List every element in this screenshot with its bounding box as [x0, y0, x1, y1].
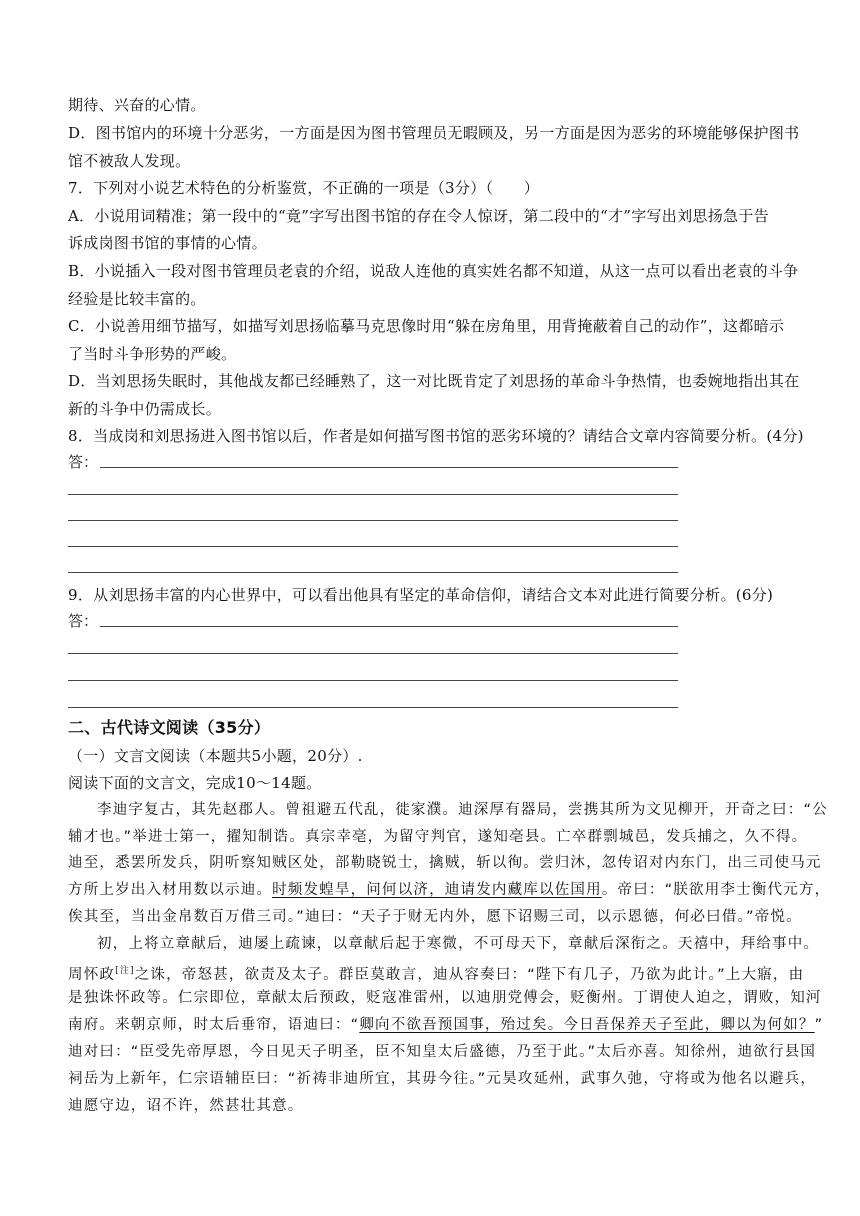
q7-option-d-line1: D．当刘思扬失眠时，其他战友都已经睡熟了，这一对比既肯定了刘思扬的革命斗争热情，也委婉地指出其在 — [68, 372, 800, 390]
q7-option-a-line1: A．小说用词精准；第一段中的“竟”字写出图书馆的存在令人惊讶，第二段中的“才”字写出刘思扬急于告 — [68, 207, 769, 225]
passage-text: 周怀政 — [68, 966, 116, 983]
q6-option-c-tail: 期待、兴奋的心情。 — [68, 96, 206, 114]
q9-answer-label: 答： — [68, 612, 99, 630]
passage-text: ” — [814, 1017, 824, 1033]
passage-text: 之诛，帝怒甚，欲责及太子。群臣莫敢言，迪从容奏曰：“陛下有几子，乃欲为此计。”上大寤，由 — [134, 966, 805, 983]
passage-line: 迪对曰：“臣受先帝厚恩，今日见天子明圣，臣不知皇太后盛德，乃至于此。”太后亦喜。知徐州，迪欲行县国 — [68, 1044, 817, 1060]
q8-stem: 8．当成岗和刘思扬进入图书馆以后，作者是如何描写图书馆的恶劣环境的？请结合文章内容简要分析。(4分) — [68, 427, 804, 445]
q9-answer-line[interactable] — [100, 626, 678, 627]
passage-text: 南府。来朝京师，时太后垂帘，语迪曰：“ — [68, 1017, 360, 1033]
q9-stem: 9．从刘思扬丰富的内心世界中，可以看出他具有坚定的革命信仰，请结合文本对此进行简要分析。(6分) — [68, 586, 774, 604]
footnote-marker: [注] — [115, 966, 135, 976]
q6-option-d-line1: D．图书馆内的环境十分恶劣，一方面是因为图书管理员无暇顾及，另一方面是因为恶劣的环境能够保护图书 — [68, 124, 800, 142]
q8-answer-line[interactable] — [68, 494, 678, 495]
subsection-title: （一）文言文阅读（本题共5小题，20分）. — [68, 747, 363, 765]
q7-stem: 7．下列对小说艺术特色的分析鉴赏，不正确的一项是（3分）（ ） — [68, 179, 540, 197]
q8-answer-line[interactable] — [100, 467, 678, 468]
passage-line: 迪至，悉罢所发兵，阴听察知贼区处，部勒晓锐士，擒贼，斩以徇。尝归沐，忽传诏对内东门，出三司使马元 — [68, 855, 822, 871]
q7-option-b-line2: 经验是比较丰富的。 — [68, 290, 206, 308]
reading-instruction: 阅读下面的文言文，完成10～14题。 — [68, 774, 322, 792]
passage-text: 。帝曰：“朕欲用李士衡代元方， — [601, 882, 831, 898]
q7-option-c-line1: C．小说善用细节描写，如描写刘思扬临摹马克思像时用“躲在房角里，用背掩蔽着自己的动作”，这都暗示 — [68, 317, 785, 335]
q7-option-d-line2: 新的斗争中仍需成长。 — [68, 400, 222, 418]
q8-answer-label: 答： — [68, 453, 99, 471]
passage-line: 迪愿守边，诏不许，然甚壮其意。 — [68, 1098, 304, 1114]
passage-line: 是独诛怀政等。仁宗即位，章献太后预政，贬寇准雷州，以迪朋党傅会，贬衡州。丁谓使人迫之，谓败，知河 — [68, 990, 822, 1006]
q8-answer-line[interactable] — [68, 572, 678, 573]
section-title: 二、古代诗文阅读（35分） — [68, 718, 271, 737]
q9-answer-line[interactable] — [68, 653, 678, 654]
q8-answer-line[interactable] — [68, 520, 678, 521]
passage-line: 初，上将立章献后，迪屡上疏谏，以章献后起于寒微，不可母天下，章献后深衔之。天禧中，拜给事中。 — [97, 936, 820, 952]
passage-line — [68, 1014, 824, 1036]
q7-option-b-line1: B．小说插入一段对图书管理员老袁的介绍，说敌人连他的真实姓名都不知道，从这一点可以看出老袁的斗争 — [68, 262, 799, 280]
passage-line: 辅才也。”举进士第一，擢知制诰。真宗幸亳，为留守判官，遂知亳县。亡卒群剽城邑，发兵捕之，久不得。 — [68, 829, 808, 845]
q8-answer-line[interactable] — [68, 546, 678, 547]
underlined-sentence: 卿向不欲吾预国事，殆过矣。今日吾保养天子至此，卿以为何如？ — [359, 1017, 815, 1033]
passage-text: 方所上岁出入材用数以示迪。 — [68, 882, 273, 898]
q7-option-a-line2: 诉成岗图书馆的事情的心情。 — [68, 234, 267, 252]
passage-line — [68, 879, 831, 901]
passage-line: 李迪字复古，其先赵郡人。曾祖避五代乱，徙家濮。迪深厚有器局，尝携其所为文见柳开，开奇之曰：“公 — [97, 802, 828, 818]
q6-option-d-line2: 馆不被敌人发现。 — [68, 152, 191, 170]
q7-option-c-line2: 了当时斗争形势的严峻。 — [68, 345, 237, 363]
passage-line — [68, 960, 805, 986]
q9-answer-line[interactable] — [68, 680, 678, 681]
underlined-sentence: 时频发蝗旱，问何以济，迪请发内藏库以佐国用 — [272, 882, 602, 898]
q9-answer-line[interactable] — [68, 707, 678, 708]
passage-line: 俟其至，当出金帛数百万借三司。”迪曰：“天子于财无内外，愿下诏赐三司，以示恩德，何必曰借。”帝悦。 — [68, 909, 802, 925]
passage-line: 祠岳为上新年，仁宗语辅臣曰：“祈祷非迪所宜，其毋今往。”元昊攻延州，武事久弛，守将或为他名以避兵， — [68, 1071, 817, 1087]
